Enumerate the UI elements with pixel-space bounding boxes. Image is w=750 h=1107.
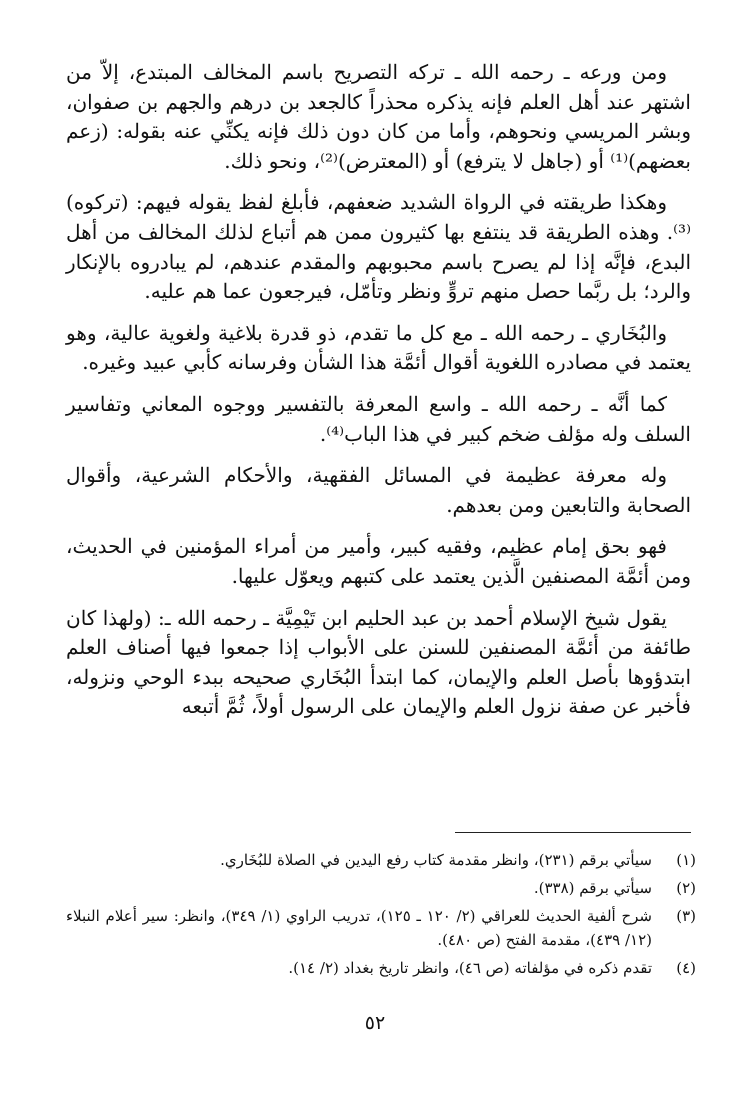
page-number: ٥٢ (364, 1012, 386, 1034)
footnote-number: (٢) (676, 879, 696, 897)
paragraph: وله معرفة عظيمة في المسائل الفقهية، والأحكام الشرعية، وأقوال الصحابة والتابعين ومن بعدهم. (66, 463, 691, 517)
footnotes (66, 848, 696, 984)
main-text (66, 58, 691, 722)
footnote-text: سيأتي برقم (٣٣٨). (533, 879, 652, 897)
paragraph: والبُخَاري ـ رحمه الله ـ مع كل ما تقدم، ذو قدرة بلاغية ولغوية عالية، وهو يعتمد في مصادره اللغوية أقوال أئمَّة هذا الشأن وفرسانه كأبي عبيد وغيره. (66, 320, 691, 375)
footnote-text: تقدم ذكره في مؤلفاته (ص ٤٦)، وانظر تاريخ بغداد (٢/ ١٤). (288, 959, 652, 977)
paragraph: فهو بحق إمام عظيم، وفقيه كبير، وأمير من أمراء المؤمنين في الحديث، ومن أئمَّة المصنفين الَّذين يعتمد على كتبهم ويعوّل عليها. (66, 534, 691, 588)
paragraph: يقول شيخ الإسلام أحمد بن عبد الحليم ابن تَيْمِيَّة ـ رحمه الله ـ: (ولهذا كان طائفة من أئمَّة المصنفين للسنن على الأبواب إذا جمعوا فيها أصناف العلم ابتدؤوها بأصل العلم والإيمان، كما ابتدأ البُخَاري صحيحه ببدء الوحي ونزوله، فأخبر عن صفة نزول العلم والإيمان على الرسول أولاً، ثُمَّ أتبعه (66, 605, 691, 719)
paragraph: كما أنَّه ـ رحمه الله ـ واسع المعرفة بالتفسير ووجوه المعاني وتفاسير السلف وله مؤلف ضخم كبير في هذا الباب⁽⁴⁾. (66, 391, 691, 446)
footnote (66, 904, 696, 952)
footnote-separator (455, 832, 691, 833)
footnote (66, 876, 696, 900)
footnote-text: شرح ألفية الحديث للعراقي (٢/ ١٢٠ ـ ١٢٥)، تدريب الراوي (١/ ٣٤٩)، وانظر: سير أعلام النبلاء (١٢/ ٤٣٩)، مقدمة الفتح (ص ٤٨٠). (66, 907, 652, 949)
footnote (66, 848, 696, 872)
footnote-text: سيأتي برقم (٢٣١)، وانظر مقدمة كتاب رفع اليدين في الصلاة للبُخَاري. (220, 851, 652, 869)
paragraph: وهكذا طريقته في الرواة الشديد ضعفهم، فأبلغ لفظ يقوله فيهم: (تركوه)⁽³⁾. وهذه الطريقة قد ينتفع بها كثيرون ممن هم أتباع لذلك المخالف من أهل البدع، فإنَّه إذا لم يصرح باسم محبوبهم والمقدم عندهم، لم يبادروه بالإنكار والرد؛ بل ربَّما حصل منهم تروٍّ ونظر وتأمّل، فيرجعون عما هم عليه. (66, 190, 691, 304)
footnote (66, 956, 696, 980)
paragraph: ومن ورعه ـ رحمه الله ـ تركه التصريح باسم المخالف المبتدع، إلاّ من اشتهر عند أهل العلم فإنه يذكره محذراً كالجعد بن درهم والجهم بن صفوان، وبشر المريسي ونحوهم، وأما من كان دون ذلك فإنه يكنِّي عنه بقوله: (زعم بعضهم)⁽¹⁾ أو (جاهل لا يترفع) أو (المعترض)⁽²⁾، ونحو ذلك. (66, 60, 691, 173)
footnote-number: (٣) (676, 907, 696, 925)
footnote-number: (١) (676, 851, 696, 869)
footnote-number: (٤) (676, 959, 696, 977)
